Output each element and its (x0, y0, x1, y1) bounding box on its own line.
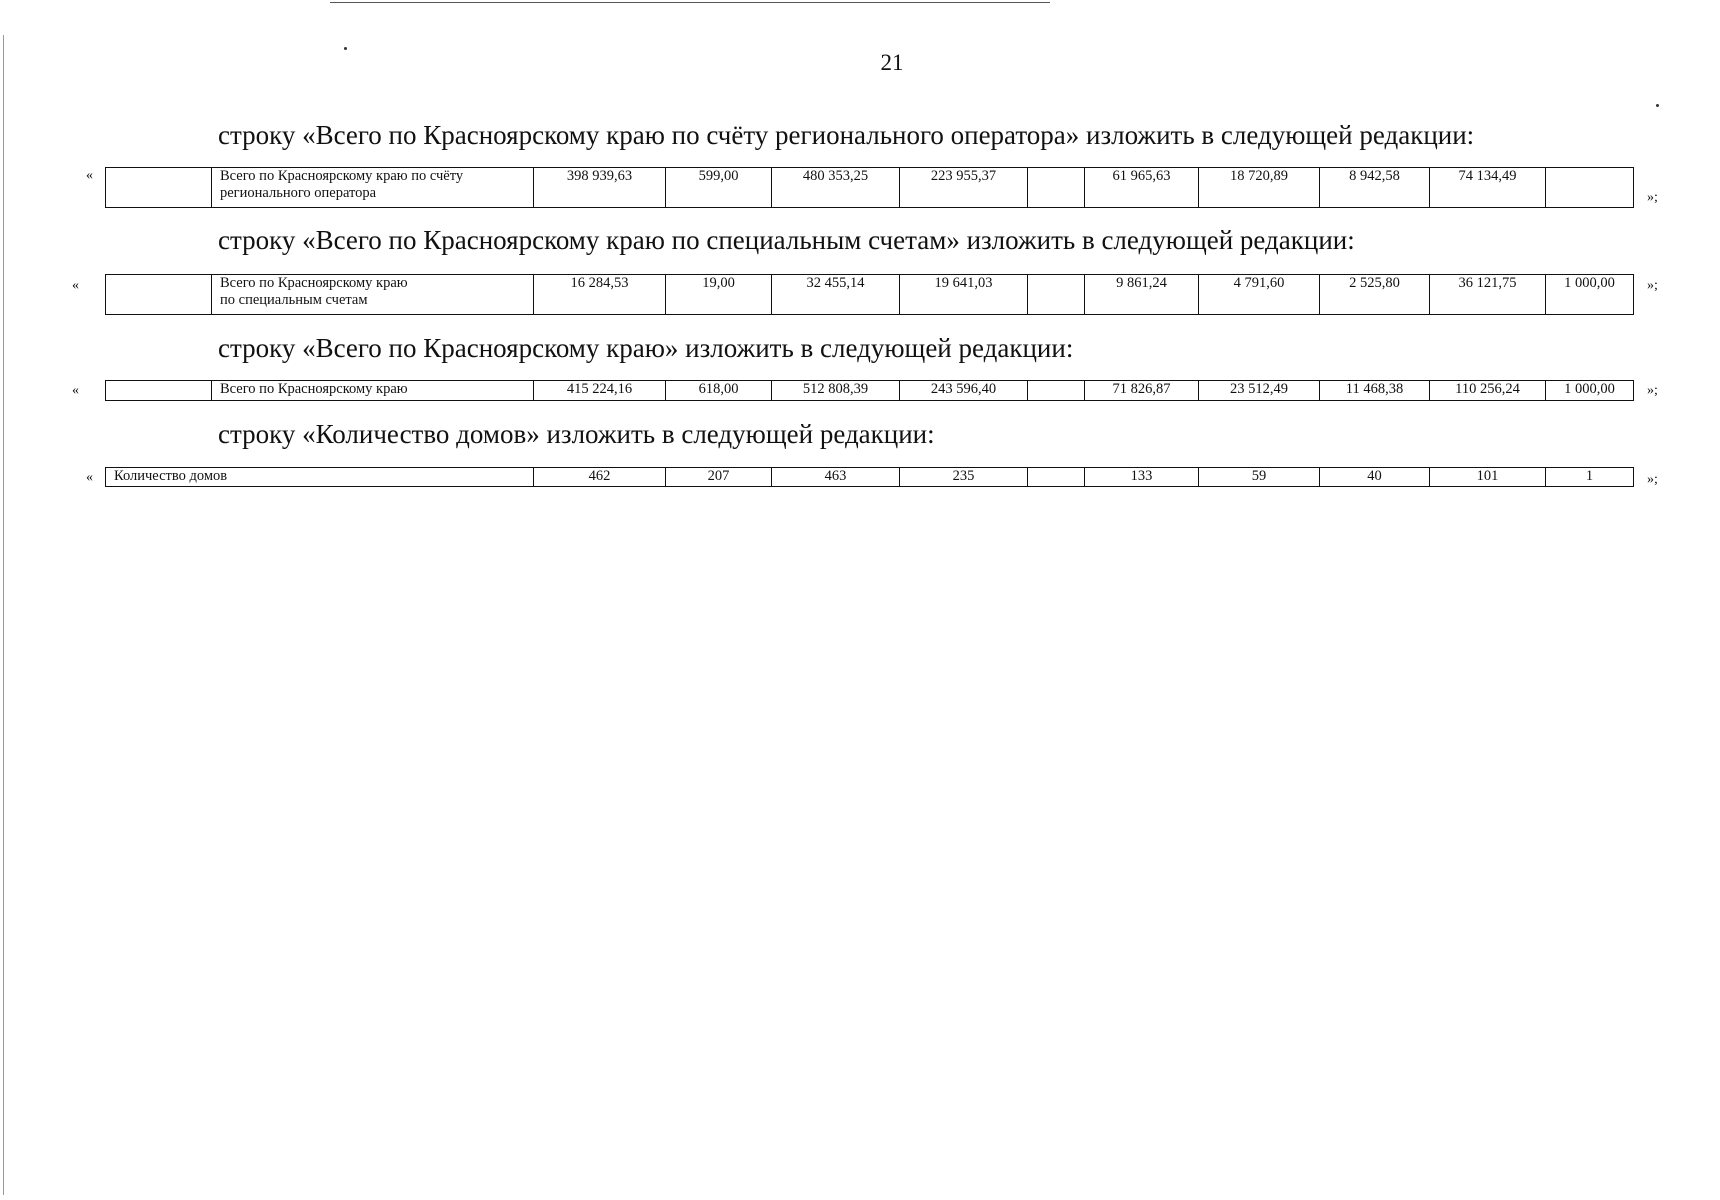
row-name-cell: Всего по Красноярскому краю по специальным счетам (212, 275, 534, 315)
table-cell: 8 942,58 (1320, 168, 1430, 208)
scan-top-rule (330, 2, 1050, 3)
open-quote: « (86, 470, 93, 485)
table-cell: 207 (666, 468, 772, 487)
table-cell: 101 (1430, 468, 1546, 487)
table-cell: 74 134,49 (1430, 168, 1546, 208)
table-cell (1546, 168, 1634, 208)
table-cell: 16 284,53 (534, 275, 666, 315)
table-cell: 133 (1085, 468, 1199, 487)
table-cell: 61 965,63 (1085, 168, 1199, 208)
instruction-text: строку «Всего по Красноярскому краю» изложить в следующей редакции: (218, 333, 1074, 363)
table-cell: 40 (1320, 468, 1430, 487)
table-row (106, 275, 1634, 315)
close-quote: »; (1647, 278, 1658, 293)
table-cell: 512 808,39 (772, 381, 900, 401)
table-row (106, 168, 1634, 208)
table-cell: 36 121,75 (1430, 275, 1546, 315)
close-quote: »; (1647, 190, 1658, 205)
table-cell (1028, 468, 1085, 487)
scan-speck (1656, 104, 1659, 107)
table-cell: 480 353,25 (772, 168, 900, 208)
table-cell-empty (106, 381, 212, 401)
table-cell: 4 791,60 (1199, 275, 1320, 315)
table-cell: 59 (1199, 468, 1320, 487)
table-cell: 9 861,24 (1085, 275, 1199, 315)
row-name-cell: Всего по Красноярскому краю по счёту регионального оператора (212, 168, 534, 208)
open-quote: « (72, 383, 79, 398)
table-cell: 463 (772, 468, 900, 487)
table-cell: 618,00 (666, 381, 772, 401)
table-cell: 32 455,14 (772, 275, 900, 315)
table-cell: 110 256,24 (1430, 381, 1546, 401)
close-quote: »; (1647, 472, 1658, 487)
table-cell: 243 596,40 (900, 381, 1028, 401)
table-cell (1028, 275, 1085, 315)
scan-left-edge (3, 35, 4, 1195)
table-cell: 23 512,49 (1199, 381, 1320, 401)
table-cell: 398 939,63 (534, 168, 666, 208)
table-cell: 223 955,37 (900, 168, 1028, 208)
table-row (106, 468, 1634, 487)
open-quote: « (86, 168, 93, 183)
table-cell: 11 468,38 (1320, 381, 1430, 401)
amendment-table (105, 167, 1634, 208)
page-number: 21 (880, 50, 904, 75)
table-row (106, 381, 1634, 401)
row-name-cell: Всего по Красноярскому краю (212, 381, 534, 401)
table-cell (1028, 168, 1085, 208)
instruction-text: строку «Количество домов» изложить в следующей редакции: (218, 419, 935, 449)
instruction-text: строку «Всего по Красноярскому краю по счёту регионального оператора» изложить в следующей редакции: (218, 120, 1475, 150)
table-cell: 19 641,03 (900, 275, 1028, 315)
table-cell: 1 000,00 (1546, 381, 1634, 401)
close-quote: »; (1647, 383, 1658, 398)
table-cell-empty (106, 275, 212, 315)
table-cell: 1 (1546, 468, 1634, 487)
table-cell: 18 720,89 (1199, 168, 1320, 208)
amendment-table (105, 467, 1634, 487)
table-cell (1028, 381, 1085, 401)
instruction-text: строку «Всего по Красноярскому краю по специальным счетам» изложить в следующей редакции: (218, 225, 1355, 255)
table-cell-empty (106, 168, 212, 208)
amendment-table (105, 380, 1634, 401)
table-cell: 71 826,87 (1085, 381, 1199, 401)
amendment-table (105, 274, 1634, 315)
table-cell: 1 000,00 (1546, 275, 1634, 315)
table-cell: 599,00 (666, 168, 772, 208)
table-cell: 415 224,16 (534, 381, 666, 401)
table-cell: 462 (534, 468, 666, 487)
table-cell: 235 (900, 468, 1028, 487)
table-cell: 2 525,80 (1320, 275, 1430, 315)
table-cell: 19,00 (666, 275, 772, 315)
row-name-cell: Количество домов (106, 468, 534, 487)
open-quote: « (72, 278, 79, 293)
